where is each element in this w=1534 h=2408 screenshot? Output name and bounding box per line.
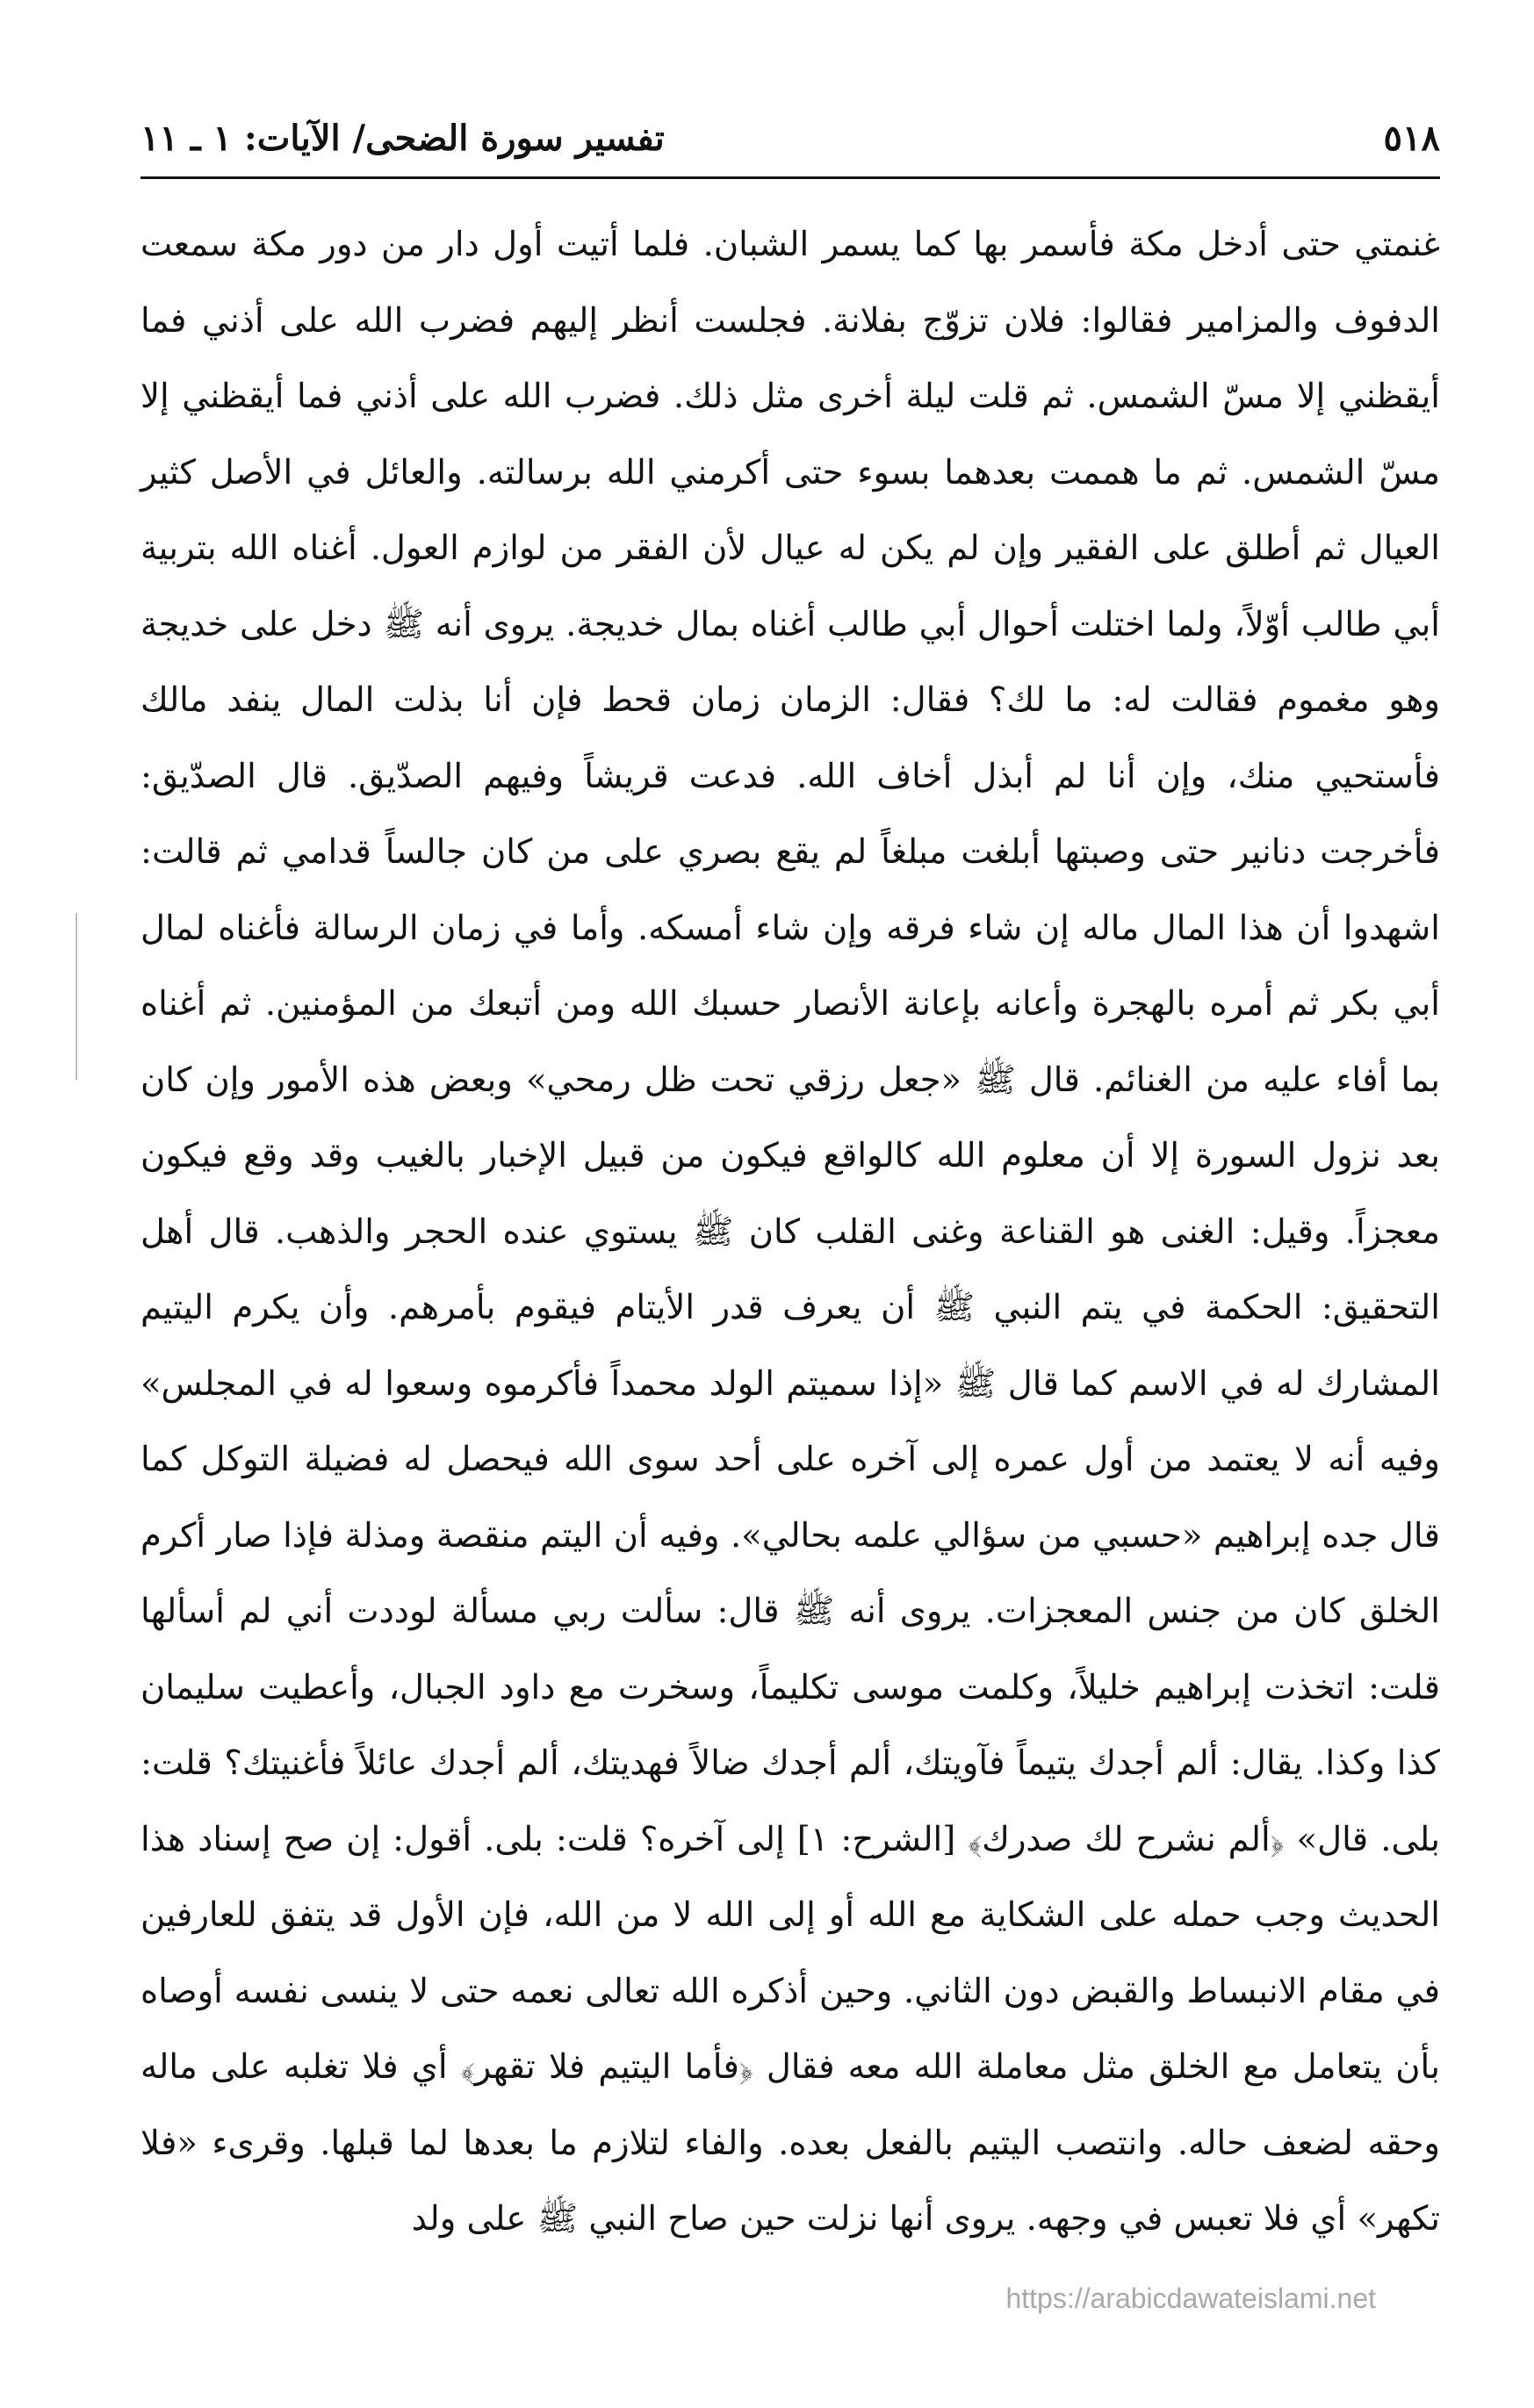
header-divider (140, 176, 1440, 179)
page-header (140, 112, 1440, 174)
page-number: ٥١٨ (1383, 118, 1440, 159)
watermark-url: https://arabicdawateislami.net (1005, 2282, 1376, 2314)
running-title: تفسير سورة الضحى/ الآيات: ١ ـ ١١ (140, 118, 665, 159)
body-paragraph: غنمتي حتى أدخل مكة فأسمر بها كما يسمر الشبان. فلما أتيت أول دار من دور مكة سمعت الدفوف والمزامير فقالوا: فلان تزوّج بفلانة. فجلست أنظر إليهم فضرب الله على أذني فما أيقظني إلا مسّ الشمس. ثم قلت ليلة أخرى مثل ذلك. فضرب الله على أذني فما أيقظني إلا مسّ الشمس. ثم ما هممت بعدهما بسوء حتى أكرمني الله برسالته. والعائل في الأصل كثير العيال ثم أطلق على الفقير وإن لم يكن له عيال لأن الفقر من لوازم العول. أغناه الله بتربية أبي طالب أوّلاً، ولما اختلت أحوال أبي طالب أغناه بمال خديجة. يروى أنه ﷺ دخل على خديجة وهو مغموم فقالت له: ما لك؟ فقال: الزمان زمان قحط فإن أنا بذلت المال ينفد مالك فأستحيي منك، وإن أنا لم أبذل أخاف الله. فدعت قريشاً وفيهم الصدّيق. قال الصدّيق: فأخرجت دنانير حتى وصبتها أبلغت مبلغاً لم يقع بصري على من كان جالساً قدامي ثم قالت: اشهدوا أن هذا المال ماله إن شاء فرقه وإن شاء أمسكه. وأما في زمان الرسالة فأغناه لمال أبي بكر ثم أمره بالهجرة وأعانه بإعانة الأنصار حسبك الله ومن أتبعك من المؤمنين. ثم أغناه بما أفاء عليه من الغنائم. قال ﷺ «جعل رزقي تحت ظل رمحي» وبعض هذه الأمور وإن كان بعد نزول السورة إلا أن معلوم الله كالواقع فيكون من قبيل الإخبار بالغيب وقد وقع فيكون معجزاً. وقيل: الغنى هو القناعة وغنى القلب كان ﷺ يستوي عنده الحجر والذهب. قال أهل التحقيق: الحكمة في يتم النبي ﷺ أن يعرف قدر الأيتام فيقوم بأمرهم. وأن يكرم اليتيم المشارك له في الاسم كما قال ﷺ «إذا سميتم الولد محمداً فأكرموه وسعوا له في المجلس» وفيه أنه لا يعتمد من أول عمره إلى آخره على أحد سوى الله فيحصل له فضيلة التوكل كما قال جده إبراهيم «حسبي من سؤالي علمه بحالي». وفيه أن اليتم منقصة ومذلة فإذا صار أكرم الخلق كان من جنس المعجزات. يروى أنه ﷺ قال: سألت ربي مسألة لوددت أني لم أسألها قلت: اتخذت إبراهيم خليلاً، وكلمت موسى تكليماً، وسخرت مع داود الجبال، وأعطيت سليمان كذا وكذا. يقال: ألم أجدك يتيماً فآويتك، ألم أجدك ضالاً فهديتك، ألم أجدك عائلاً فأغنيتك؟ قلت: بلى. قال» ﴿ألم نشرح لك صدرك﴾ [الشرح: ١] إلى آخره؟ قلت: بلى. أقول: إن صح إسناد هذا الحديث وجب حمله على الشكاية مع الله أو إلى الله لا من الله، فإن الأول قد يتفق للعارفين في مقام الانبساط والقبض دون الثاني. وحين أذكره الله تعالى نعمه حتى لا ينسى نفسه أوصاه بأن يتعامل مع الخلق مثل معاملة الله معه فقال ﴿فأما اليتيم فلا تقهر﴾ أي فلا تغلبه على ماله وحقه لضعف حاله. وانتصب اليتيم بالفعل بعده. والفاء لتلازم ما بعدها لما قبلها. وقرىء «فلا تكهر» أي فلا تعبس في وجهه. يروى أنها نزلت حين صاح النبي ﷺ على ولد (140, 225, 1440, 2239)
body-text-block (140, 207, 1440, 2239)
margin-mark (76, 913, 77, 1080)
